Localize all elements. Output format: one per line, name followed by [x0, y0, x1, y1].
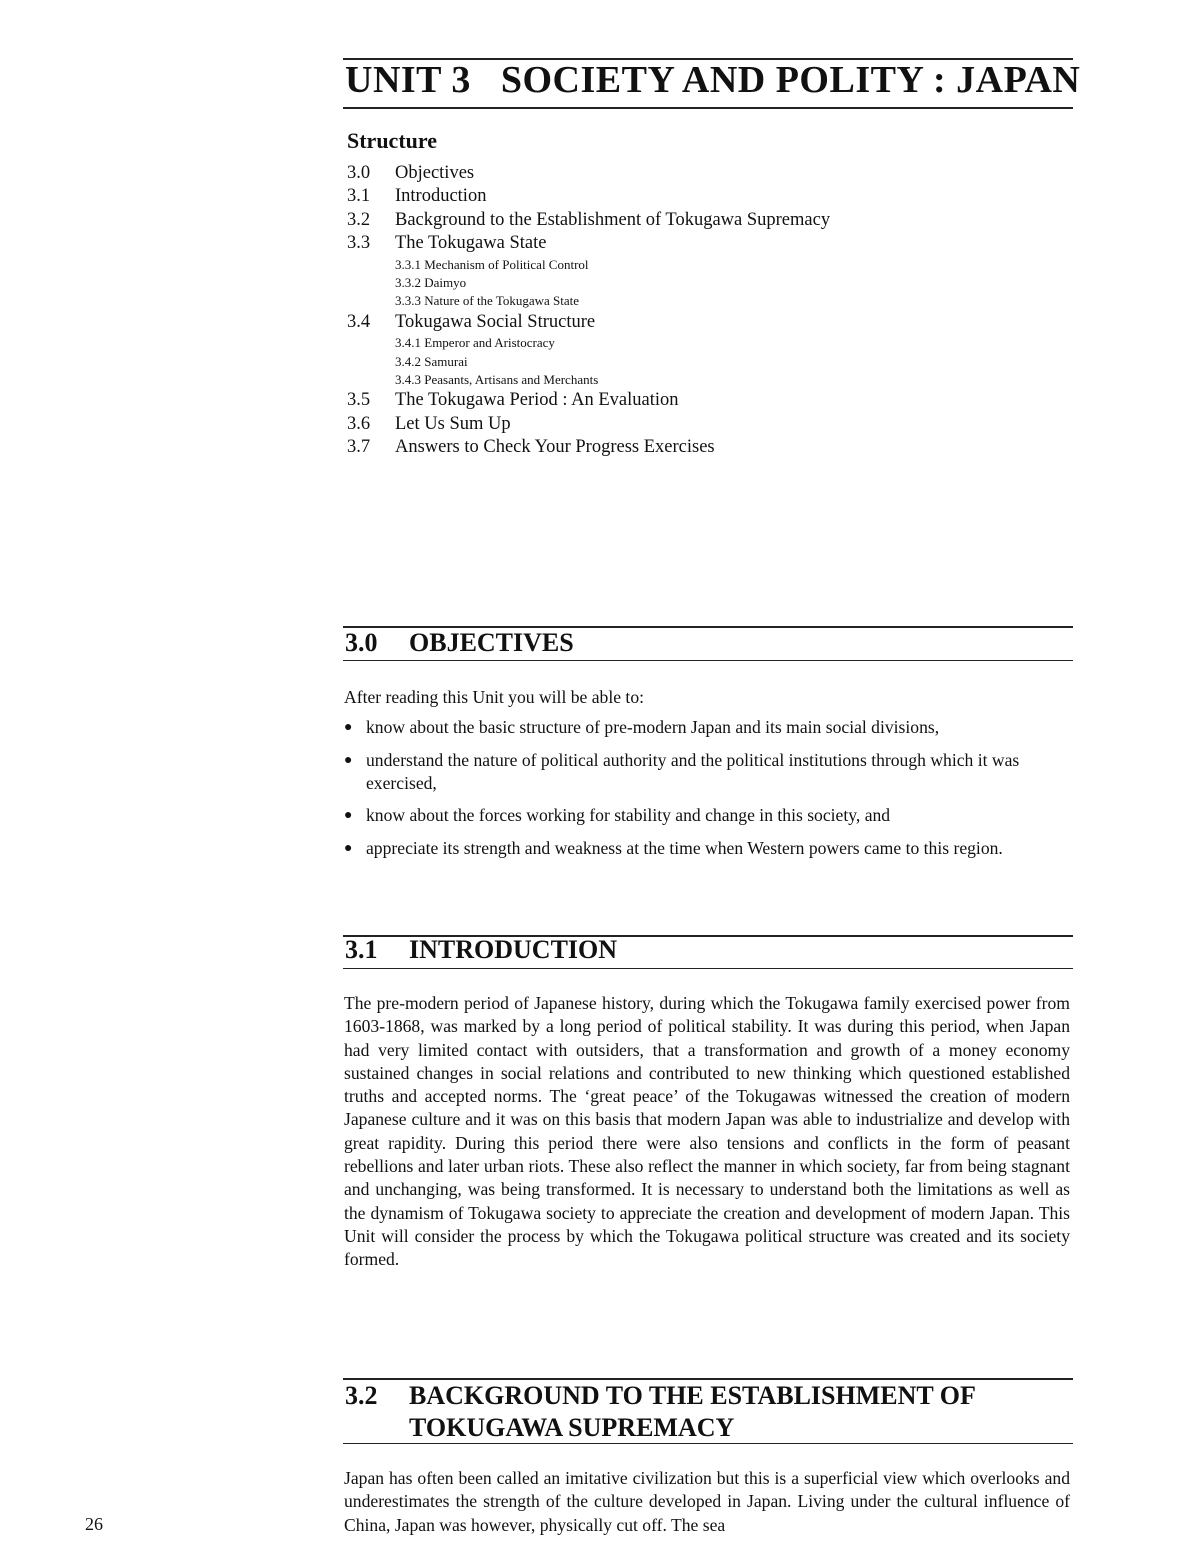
title-bottom-rule — [343, 107, 1073, 109]
list-item: ● understand the nature of political authority and the political institutions through which it was exercised, — [344, 749, 1020, 793]
structure-heading: Structure — [347, 128, 438, 153]
toc-subitem: 3.3.2 Daimyo — [395, 274, 467, 290]
toc-item-label: The Tokugawa Period : An Evaluation — [395, 390, 679, 411]
page-number: 26 — [85, 1514, 103, 1534]
objectives-bottom-rule — [343, 660, 1073, 661]
toc-item — [347, 162, 1047, 185]
toc-subitem: 3.4.2 Samurai — [395, 353, 468, 369]
introduction-heading — [345, 935, 617, 965]
toc-subitem: 3.4.3 Peasants, Artisans and Merchants — [395, 371, 599, 387]
toc-item-label: Background to the Establishment of Tokugawa Supremacy — [395, 209, 831, 230]
toc-item-number: 3.0 — [347, 163, 371, 183]
objectives-intro: After reading this Unit you will be able to: — [344, 687, 645, 707]
toc-item — [347, 436, 1047, 459]
list-item: ● appreciate its strength and weakness at the time when Western powers came to this region. — [344, 837, 1003, 858]
toc-item — [347, 185, 1047, 208]
section-number: 3.1 — [345, 935, 378, 964]
toc-item-number: 3.2 — [347, 209, 371, 230]
toc-item-number: 3.3 — [347, 233, 371, 254]
unit-title: UNIT 3 SOCIETY AND POLITY : JAPAN — [345, 59, 1081, 101]
toc-item-number: 3.7 — [347, 437, 371, 458]
introduction-body: The pre-modern period of Japanese history, during which the Tokugawa family exercised power from 1603-1868, was marked by a long period of political stability. It was during this period, when Japan had very limited contact with outsiders, that a transformation and growth of a money economy sustained changes in social relations and contributed to new thinking which questioned established truths and accepted norms. The ‘great peace’ of the Tokugawas witnessed the creation of modern Japanese culture and it was on this basis that modern Japan was able to industrialize and develop with great rapidity. During this period there were also tensions and conflicts in the form of peasant rebellions and later urban riots. These also reflect the manner in which society, far from being stagnant and unchanging, was being transformed. It is necessary to understand both the limitations as well as the dynamism of Tokugawa society to appreciate the creation and development of modern Japan. This Unit will consider the process by which the Tokugawa political structure was created and its society formed. — [344, 993, 1070, 1270]
list-item: ● know about the forces working for stability and change in this society, and — [344, 805, 891, 825]
bullet-icon: ● — [344, 720, 353, 735]
background-heading — [345, 1380, 976, 1444]
background-bottom-rule — [343, 1443, 1073, 1444]
list-item: ● know about the basic structure of pre-modern Japan and its main social divisions, — [344, 717, 940, 737]
section-number: 3.2 — [345, 1381, 378, 1410]
toc-item-number: 3.4 — [347, 311, 371, 332]
toc-item — [347, 232, 1047, 255]
toc-item-number: 3.1 — [347, 186, 371, 207]
toc-item-number: 3.5 — [347, 390, 371, 411]
section-title: BACKGROUND TO THE ESTABLISHMENT OF — [409, 1381, 976, 1410]
introduction-bottom-rule — [343, 968, 1073, 969]
section-title: OBJECTIVES — [409, 628, 574, 657]
bullet-icon: ● — [344, 808, 353, 823]
toc-item-label: Objectives — [395, 163, 475, 183]
section-number: 3.0 — [345, 628, 378, 657]
toc-item-label: Answers to Check Your Progress Exercises — [395, 437, 715, 458]
toc-item-number: 3.6 — [347, 413, 371, 434]
section-title-continued: TOKUGAWA SUPREMACY — [409, 1413, 735, 1442]
toc-subitem: 3.4.1 Emperor and Aristocracy — [395, 335, 555, 351]
toc-item — [347, 389, 1047, 412]
structure-list — [347, 162, 1047, 459]
toc-subitem: 3.3.1 Mechanism of Political Control — [395, 256, 589, 272]
toc-item-label: The Tokugawa State — [395, 233, 547, 254]
toc-item — [347, 209, 1047, 232]
section-title: INTRODUCTION — [409, 935, 618, 964]
toc-item — [347, 413, 1047, 436]
bullet-icon: ● — [344, 840, 353, 856]
objectives-heading — [345, 628, 574, 658]
toc-subitem: 3.3.3 Nature of the Tokugawa State — [395, 293, 580, 309]
toc-item — [347, 311, 1047, 334]
toc-item-label: Introduction — [395, 186, 487, 207]
toc-item-label: Let Us Sum Up — [395, 413, 511, 434]
objectives-list — [344, 716, 1070, 869]
bullet-icon: ● — [344, 752, 353, 768]
toc-item-label: Tokugawa Social Structure — [395, 311, 596, 332]
background-body: Japan has often been called an imitative civilization but this is a superficial view which overlooks and underestimates the strength of the culture developed in Japan. Living under the cultural influence of China, Japan was however, physically cut off. The sea — [344, 1468, 1070, 1535]
